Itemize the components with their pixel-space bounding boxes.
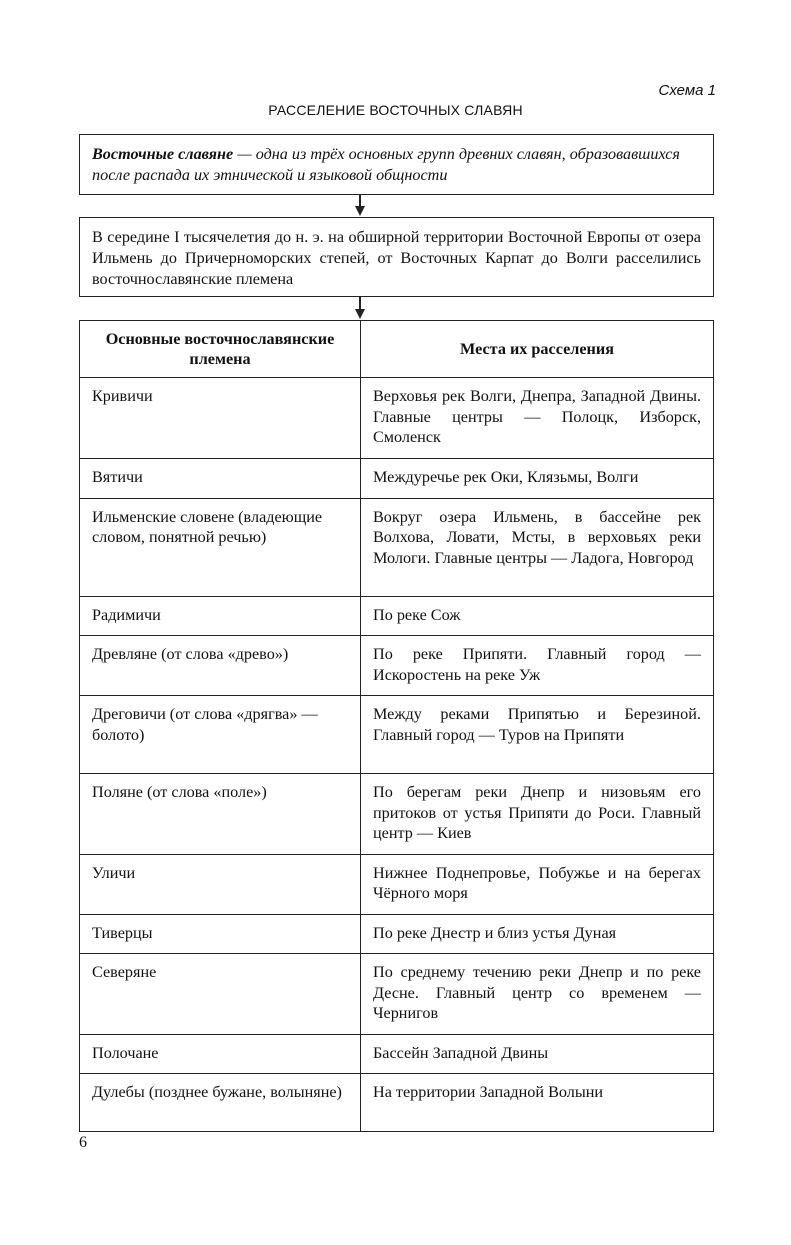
- header-tribes: Основные восточнославянские племена: [80, 321, 361, 378]
- table-row: [80, 854, 714, 914]
- settlement-place: По реке Припяти. Главный город — Искоростень на реке Уж: [361, 636, 714, 696]
- tribe-name: Поляне (от слова «поле»): [80, 774, 361, 855]
- tribe-name: Радимичи: [80, 596, 361, 636]
- page-number: 6: [79, 1134, 87, 1151]
- settlement-place: На территории Западной Волыни: [361, 1074, 714, 1132]
- table-row: [80, 458, 714, 498]
- tribe-name: Полочане: [80, 1034, 361, 1074]
- table-row: [80, 636, 714, 696]
- tribe-name: Вятичи: [80, 458, 361, 498]
- definition-text: — одна из трёх основных групп древних славян, образовавшихся после распада их этнической и языковой общности: [92, 145, 680, 184]
- table-row: [80, 498, 714, 596]
- page-title: РАССЕЛЕНИЕ ВОСТОЧНЫХ СЛАВЯН: [268, 102, 523, 118]
- header-places: Места их расселения: [361, 321, 714, 378]
- tribe-name: Северяне: [80, 954, 361, 1035]
- settlement-place: По среднему течению реки Днепр и по реке Десне. Главный центр со временем — Чернигов: [361, 954, 714, 1035]
- tribe-name: Дулебы (позднее бужане, волыняне): [80, 1074, 361, 1132]
- table-row: [80, 1074, 714, 1132]
- table-row: [80, 378, 714, 459]
- settlement-place: Вокруг озера Ильмень, в бассейне рек Волхова, Ловати, Мсты, в верховьях реки Мологи. Главные центры — Ладога, Новгород: [361, 498, 714, 596]
- settlement-place: Верховья рек Волги, Днепра, Западной Двины. Главные центры — Полоцк, Изборск, Смоленск: [361, 378, 714, 459]
- table-row: [80, 954, 714, 1035]
- settlement-box: В середине I тысячелетия до н. э. на обширной территории Восточной Европы от озера Ильмень до Причерноморских степей, от Восточных Карпат до Волги расселились восточнославянские племена: [79, 217, 714, 297]
- table-row: [80, 914, 714, 954]
- settlement-place: Нижнее Поднепровье, Побужье и на берегах Чёрного моря: [361, 854, 714, 914]
- settlement-place: Бассейн Западной Двины: [361, 1034, 714, 1074]
- table-row: [80, 774, 714, 855]
- settlement-place: По реке Сож: [361, 596, 714, 636]
- tribes-table: [79, 320, 714, 1132]
- settlement-place: По реке Днестр и близ устья Дуная: [361, 914, 714, 954]
- definition-box: [79, 134, 714, 195]
- tribe-name: Уличи: [80, 854, 361, 914]
- definition-term: Восточные славяне: [92, 145, 234, 163]
- settlement-place: Междуречье рек Оки, Клязьмы, Волги: [361, 458, 714, 498]
- table-row: [80, 1034, 714, 1074]
- table-header-row: [80, 321, 714, 378]
- scheme-label: Схема 1: [658, 82, 716, 99]
- table-row: [80, 596, 714, 636]
- tribe-name: Тиверцы: [80, 914, 361, 954]
- tribe-name: Кривичи: [80, 378, 361, 459]
- settlement-place: Между реками Припятью и Березиной. Главный город — Туров на Припяти: [361, 696, 714, 774]
- settlement-place: По берегам реки Днепр и низовьям его притоков от устья Припяти до Роси. Главный центр — Киев: [361, 774, 714, 855]
- table-row: [80, 696, 714, 774]
- tribe-name: Дреговичи (от слова «дрягва» — болото): [80, 696, 361, 774]
- tribe-name: Древляне (от слова «древо»): [80, 636, 361, 696]
- tribe-name: Ильменские словене (владеющие словом, понятной речью): [80, 498, 361, 596]
